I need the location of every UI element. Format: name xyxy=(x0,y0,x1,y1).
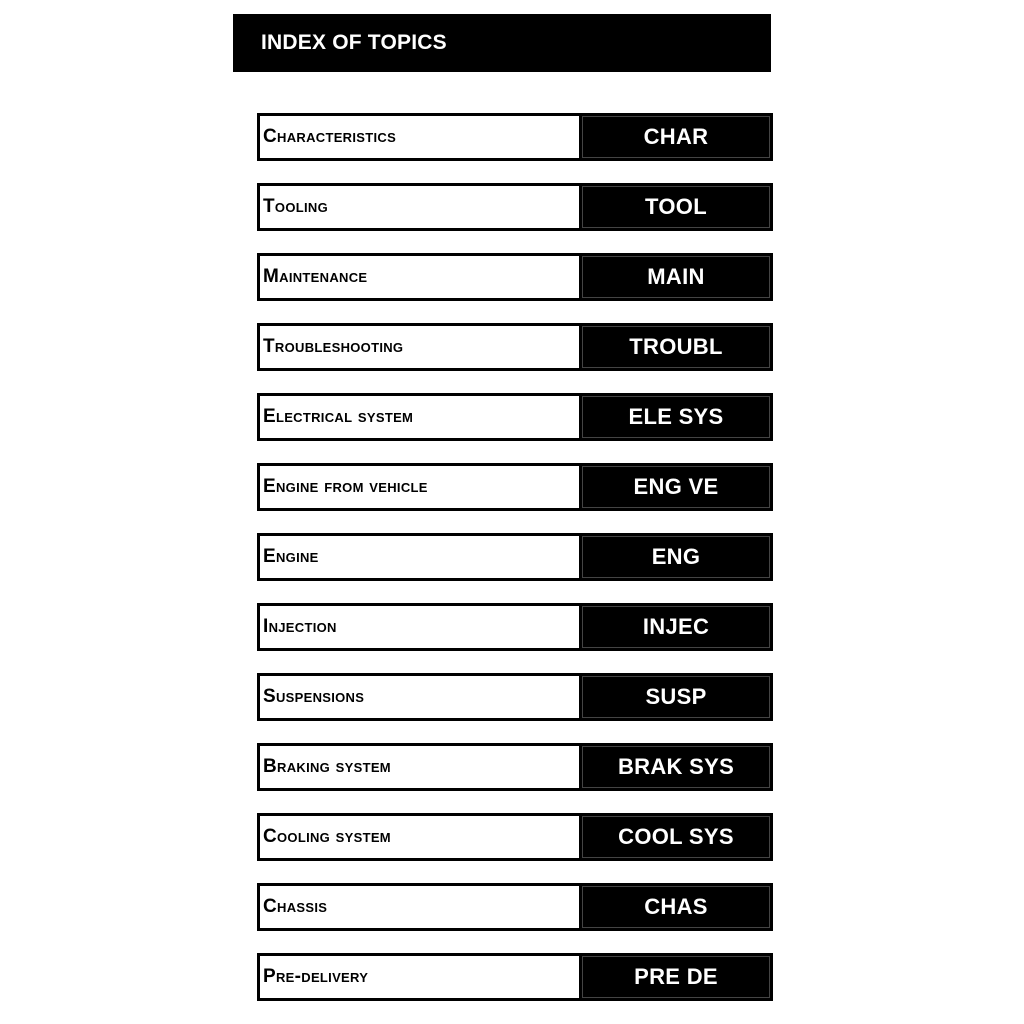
topic-name: Tooling xyxy=(263,196,328,217)
topic-code-button[interactable] xyxy=(582,606,770,648)
topic-code: MAIN xyxy=(647,264,705,289)
topic-code: ELE SYS xyxy=(628,404,724,429)
topic-code: INJEC xyxy=(642,614,710,639)
topic-name: Engine from vehicle xyxy=(263,476,428,497)
topic-name-cell xyxy=(260,676,579,718)
topic-name-cell xyxy=(260,116,579,158)
topic-name-cell xyxy=(260,746,579,788)
topic-name: Injection xyxy=(263,616,337,637)
topic-name: Troubleshooting xyxy=(263,336,404,357)
topic-code: BRAK SYS xyxy=(617,754,735,779)
topic-name-cell xyxy=(260,886,579,928)
topic-name: Engine xyxy=(263,546,319,567)
topic-code-button[interactable] xyxy=(582,396,770,438)
topic-name-cell xyxy=(260,606,579,648)
topic-name-cell xyxy=(260,256,579,298)
topic-name: Characteristics xyxy=(263,126,397,147)
topic-name: Maintenance xyxy=(263,266,368,287)
topic-name-cell xyxy=(260,816,579,858)
topic-row-chassis[interactable] xyxy=(257,883,773,931)
topic-name: Electrical system xyxy=(263,406,414,427)
topic-name: Braking system xyxy=(263,756,391,777)
topic-list xyxy=(257,113,773,1023)
topic-code: PRE DE xyxy=(634,964,718,989)
topic-name-cell xyxy=(260,186,579,228)
topic-code: TROUBL xyxy=(629,334,723,359)
topic-row-engine-from-vehicle[interactable] xyxy=(257,463,773,511)
topic-row-electrical-system[interactable] xyxy=(257,393,773,441)
topic-code: TOOL xyxy=(645,194,707,219)
topic-code-button[interactable] xyxy=(582,816,770,858)
topic-name: Suspensions xyxy=(263,686,365,707)
topic-code: SUSP xyxy=(645,684,707,709)
topic-code-button[interactable] xyxy=(582,466,770,508)
topic-code: ENG VE xyxy=(633,474,719,499)
topic-code-button[interactable] xyxy=(582,956,770,998)
topic-name-cell xyxy=(260,326,579,368)
topic-name-cell xyxy=(260,466,579,508)
topic-row-cooling-system[interactable] xyxy=(257,813,773,861)
topic-name: Pre-delivery xyxy=(263,966,369,987)
topic-code-button[interactable] xyxy=(582,326,770,368)
topic-row-maintenance[interactable] xyxy=(257,253,773,301)
topic-row-injection[interactable] xyxy=(257,603,773,651)
topic-code-button[interactable] xyxy=(582,676,770,718)
topic-code-button[interactable] xyxy=(582,256,770,298)
topic-code-button[interactable] xyxy=(582,886,770,928)
topic-name: Chassis xyxy=(263,896,328,917)
topic-code: CHAS xyxy=(644,894,708,919)
topic-row-braking-system[interactable] xyxy=(257,743,773,791)
topic-row-engine[interactable] xyxy=(257,533,773,581)
topic-row-troubleshooting[interactable] xyxy=(257,323,773,371)
topic-name-cell xyxy=(260,956,579,998)
topic-code-button[interactable] xyxy=(582,746,770,788)
topic-code: CHAR xyxy=(643,124,709,149)
topic-row-suspensions[interactable] xyxy=(257,673,773,721)
topic-name-cell xyxy=(260,396,579,438)
topic-code-button[interactable] xyxy=(582,186,770,228)
topic-name-cell xyxy=(260,536,579,578)
topic-name: Cooling system xyxy=(263,826,391,847)
topic-code-button[interactable] xyxy=(582,536,770,578)
topic-code-button[interactable] xyxy=(582,116,770,158)
topic-code: COOL SYS xyxy=(618,824,734,849)
topic-row-tooling[interactable] xyxy=(257,183,773,231)
index-header xyxy=(233,14,771,72)
topic-code: ENG xyxy=(651,544,701,569)
topic-row-pre-delivery[interactable] xyxy=(257,953,773,1001)
page-title: INDEX OF TOPICS xyxy=(261,31,447,54)
topic-row-characteristics[interactable] xyxy=(257,113,773,161)
